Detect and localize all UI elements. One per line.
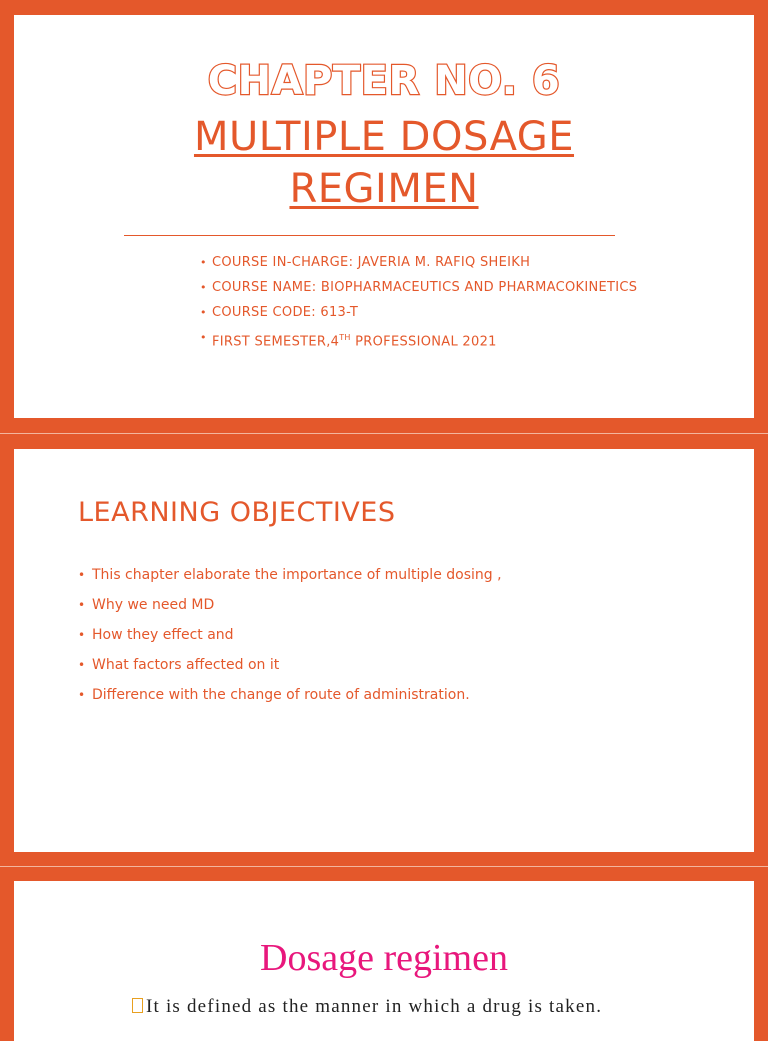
objectives-slide (14, 449, 754, 852)
subtitle-line-2: REGIMEN (289, 166, 479, 212)
divider-rule (124, 235, 615, 236)
course-in-charge: • COURSE IN-CHARGE: JAVERIA M. RAFIQ SHEIKH (200, 255, 650, 270)
slide-subtitle (14, 111, 754, 215)
objective-item: • Difference with the change of route of administration. (78, 686, 718, 716)
objective-item: • What factors affected on it (78, 656, 718, 686)
title-slide (14, 15, 754, 418)
definition-content: It is defined as the manner in which a drug is taken. (146, 996, 603, 1017)
definition-text (132, 996, 732, 1018)
slide-separator (0, 866, 768, 867)
semester-prefix: FIRST SEMESTER,4 (212, 334, 340, 350)
objective-item: • How they effect and (78, 626, 718, 656)
objectives-list (78, 566, 718, 716)
semester-superscript: TH (339, 333, 351, 342)
course-name: • COURSE NAME: BIOPHARMACEUTICS AND PHARMACOKINETICS (200, 280, 650, 295)
course-code: • COURSE CODE: 613-T (200, 305, 650, 320)
subtitle-line-1: MULTIPLE DOSAGE (193, 114, 575, 160)
objectives-title: LEARNING OBJECTIVES (78, 497, 396, 528)
dosage-regimen-title: Dosage regimen (260, 937, 508, 979)
chapter-title: CHAPTER NO. 6 (207, 58, 561, 104)
semester-info (200, 330, 650, 349)
objective-item: • This chapter elaborate the importance of multiple dosing , (78, 566, 718, 596)
dosage-regimen-slide (14, 881, 754, 1041)
objective-item: • Why we need MD (78, 596, 718, 626)
course-info-list (200, 255, 650, 359)
slide-separator (0, 433, 768, 434)
semester-suffix: PROFESSIONAL 2021 (350, 334, 497, 350)
bullet-box-icon (132, 998, 143, 1013)
